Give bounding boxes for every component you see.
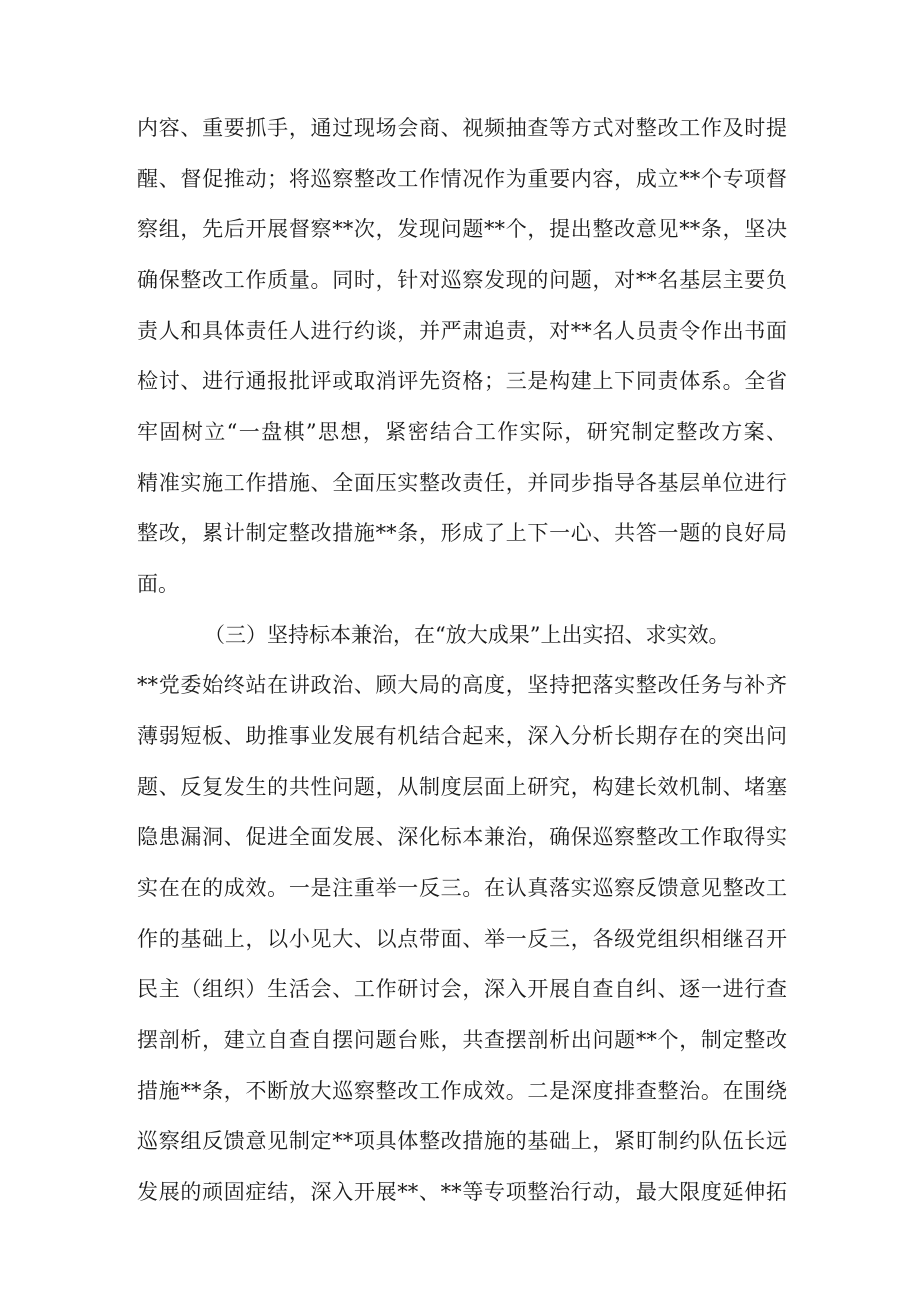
section-heading: （三）坚持标本兼治，在“放大成果”上出实招、求实效。 bbox=[204, 623, 730, 647]
body-text-line: **党委始终站在讲政治、顾大局的高度，坚持把落实整改任务与补齐 bbox=[137, 673, 787, 697]
body-text-line: 检讨、进行通报批评或取消评先资格；三是构建上下同责体系。全省 bbox=[137, 369, 787, 393]
body-text-line: 责人和具体责任人进行约谈，并严肃追责，对**名人员责令作出书面 bbox=[137, 319, 787, 343]
body-text-line: 措施**条，不断放大巡察整改工作成效。二是深度排查整治。在围绕 bbox=[137, 1079, 787, 1103]
body-text-line: 隐患漏洞、促进全面发展、深化标本兼治，确保巡察整改工作取得实 bbox=[137, 825, 787, 849]
body-text-line: 发展的顽固症结，深入开展**、**等专项整治行动，最大限度延伸拓 bbox=[137, 1180, 787, 1204]
body-text-line: 摆剖析，建立自查自摆问题台账，共查摆剖析出问题**个，制定整改 bbox=[137, 1028, 787, 1052]
body-text-line: 题、反复发生的共性问题，从制度层面上研究，构建长效机制、堵塞 bbox=[137, 775, 787, 799]
body-text-line: 作的基础上，以小见大、以点带面、举一反三，各级党组织相继召开 bbox=[137, 927, 787, 951]
body-text-line: 薄弱短板、助推事业发展有机结合起来，深入分析长期存在的突出问 bbox=[137, 724, 787, 748]
body-text-line: 整改，累计制定整改措施**条，形成了上下一心、共答一题的良好局 bbox=[137, 521, 787, 545]
body-text-line: 确保整改工作质量。同时，针对巡察发现的问题，对**名基层主要负 bbox=[137, 268, 787, 292]
body-text-line: 内容、重要抓手，通过现场会商、视频抽查等方式对整改工作及时提 bbox=[137, 116, 787, 140]
body-text-line: 民主（组织）生活会、工作研讨会，深入开展自查自纠、逐一进行查 bbox=[137, 977, 787, 1001]
body-text-line: 实在在的成效。一是注重举一反三。在认真落实巡察反馈意见整改工 bbox=[137, 876, 787, 900]
paragraph-last-line: 面。 bbox=[137, 572, 179, 596]
body-text-line: 精准实施工作措施、全面压实整改责任，并同步指导各基层单位进行 bbox=[137, 471, 787, 495]
body-text-line: 察组，先后开展督察**次，发现问题**个，提出整改意见**条，坚决 bbox=[137, 217, 787, 241]
body-text-line: 牢固树立“一盘棋”思想，紧密结合工作实际，研究制定整改方案、 bbox=[137, 420, 787, 444]
body-text-line: 醒、督促推动；将巡察整改工作情况作为重要内容，成立**个专项督 bbox=[137, 167, 787, 191]
body-text-line: 巡察组反馈意见制定**项具体整改措施的基础上，紧盯制约队伍长远 bbox=[137, 1129, 787, 1153]
